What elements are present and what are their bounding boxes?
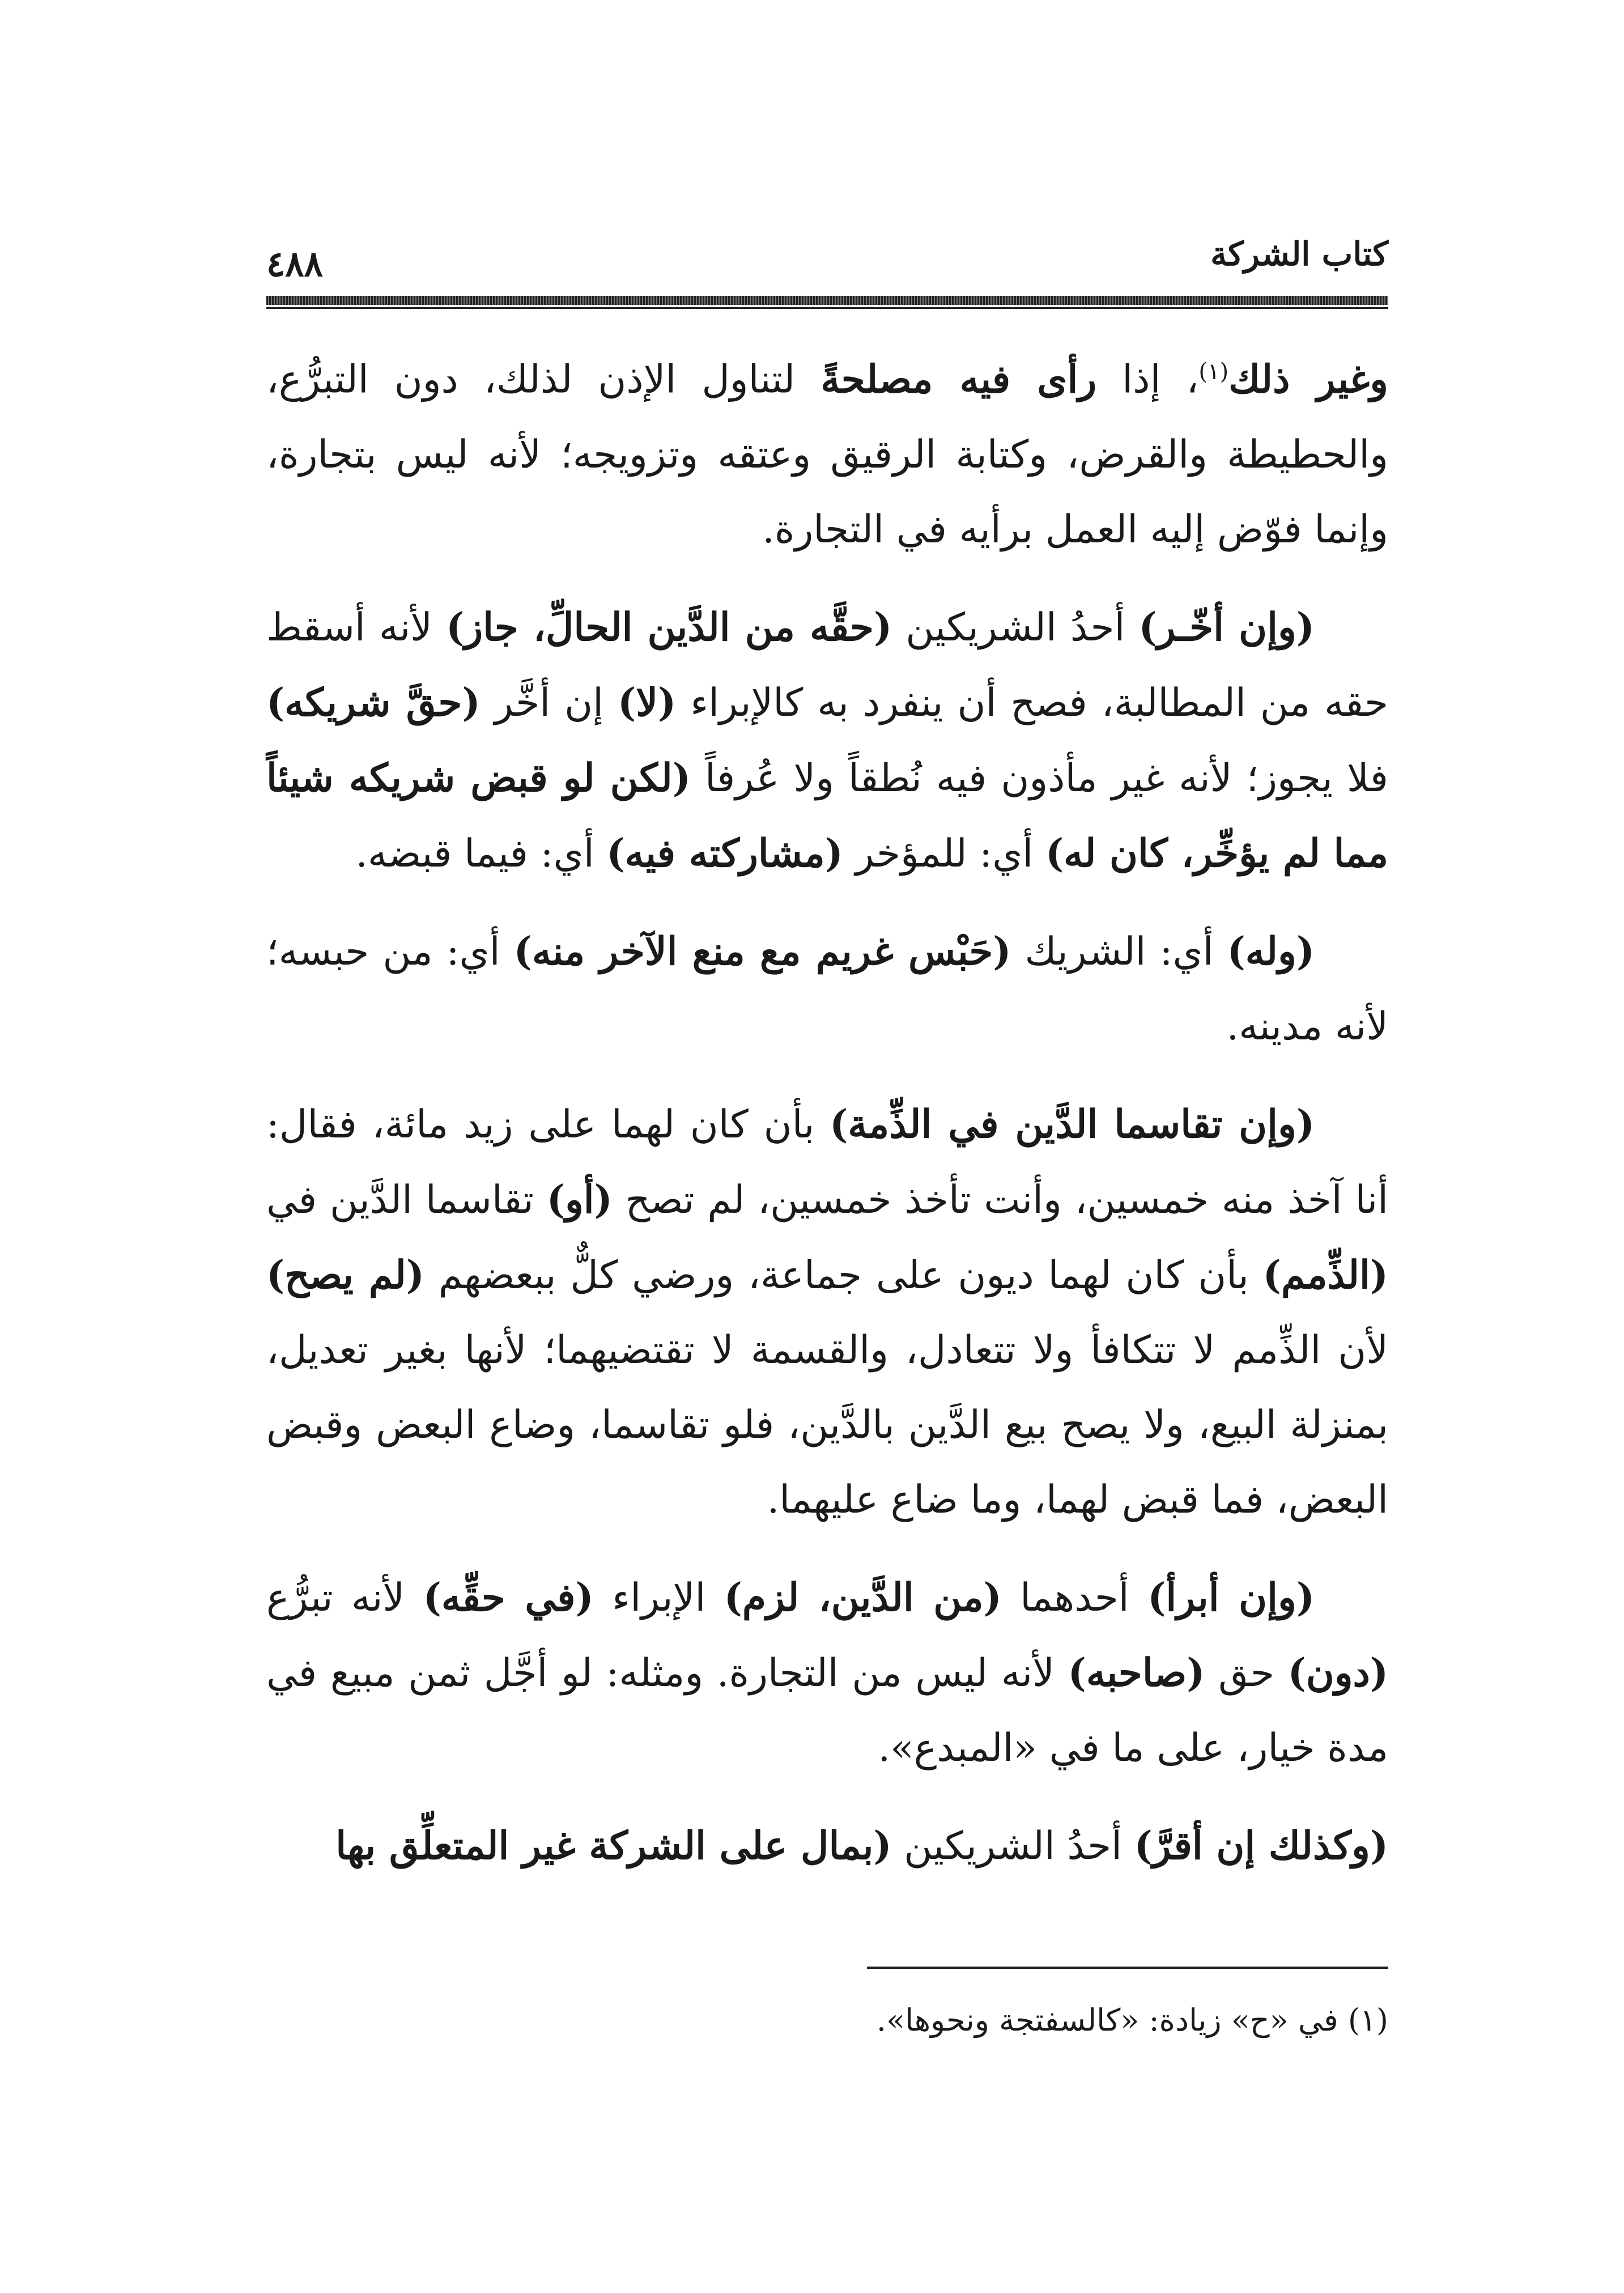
footnote: (١) في «ح» زيادة: «كالسفتجة ونحوها». bbox=[876, 2002, 1388, 2038]
text-run: حق bbox=[1205, 1650, 1288, 1696]
bold-text-run: (حَبْس غريم مع منع الآخر منه) bbox=[513, 928, 1011, 974]
text-run: فلا يجوز؛ لأنه غير مأذون فيه نُطقاً ولا عُرفاً bbox=[690, 755, 1388, 801]
text-run: أحدُ الشريكين bbox=[891, 1823, 1134, 1869]
main-text bbox=[266, 334, 1388, 1906]
text-run: بأن كان لهما على زيد مائة، فقال: أنا آخذ منه خمسين، وأنت تأخذ خمسين، لم تصح bbox=[266, 1102, 1389, 1222]
text-run: لأنه تبرُّع bbox=[266, 1575, 423, 1620]
text-run: تقاسما الدَّين في bbox=[266, 1177, 547, 1222]
bold-text-run: رأى فيه مصلحةً bbox=[820, 356, 1097, 402]
bold-text-run: (وكذلك إن أقرَّ) bbox=[1134, 1823, 1388, 1869]
paragraph bbox=[266, 1808, 1388, 1884]
bold-text-run: (صاحبه) bbox=[1068, 1650, 1205, 1696]
paragraph bbox=[266, 1560, 1388, 1786]
bold-text-run: وغير ذلك bbox=[1228, 356, 1389, 402]
bold-text-run: (دون) bbox=[1287, 1650, 1388, 1696]
text-run: أحدُ الشريكين bbox=[892, 605, 1139, 650]
bold-text-run: (لم يصح) bbox=[266, 1252, 424, 1298]
page-header bbox=[266, 232, 1388, 295]
bold-text-run: (وإن أخّـر) bbox=[1138, 604, 1315, 650]
text-run: لأنه ليس من التجارة. ومثله: لو أجَّل ثمن مبيع في مدة خيار، على ما في «المبدع». bbox=[266, 1650, 1388, 1770]
text-run: الإبراء bbox=[593, 1575, 724, 1620]
text-run: أي: الشريك bbox=[1011, 929, 1227, 974]
header-rule bbox=[266, 296, 1388, 305]
bold-text-run: (الذِّمم) bbox=[1262, 1252, 1388, 1298]
paragraph bbox=[266, 334, 1388, 567]
bold-text-run: (وله) bbox=[1227, 928, 1315, 974]
text-run: أي: من حبسه؛ لأنه مدينه. bbox=[266, 929, 1388, 1049]
paragraph bbox=[266, 590, 1388, 891]
bold-text-run: (حقَّ شريكه) bbox=[266, 680, 481, 725]
paragraph bbox=[266, 1087, 1388, 1538]
bold-text-run: (من الدَّين، لزم) bbox=[724, 1574, 1002, 1620]
text-run: لأن الذِّمم لا تتكافأ ولا تتعادل، والقسمة لا تقتضيهما؛ لأنها بغير تعديل، بمنزلة البيع، ولا يصح بيع الدَّين بالدَّين، فلو تقاسما، وضاع البعض وقبض البعض، فما قبض لهما، وما ضاع عليهما. bbox=[266, 1327, 1388, 1522]
bold-text-run: (أو) bbox=[546, 1177, 613, 1222]
bold-text-run: (بمال على الشركة غير المتعلِّق بها bbox=[335, 1823, 892, 1869]
bold-text-run: (لا) bbox=[618, 680, 677, 725]
bold-text-run: (لكن لو قبض شريكه شيئاً مما لم يؤخِّر، كان له) bbox=[266, 755, 1388, 876]
bold-text-run: (مشاركته فيه) bbox=[606, 830, 843, 876]
text-run: أحدهما bbox=[1001, 1575, 1148, 1620]
footnote-marker: (١) bbox=[1198, 359, 1229, 385]
bold-text-run: (وإن أبرأ) bbox=[1147, 1574, 1315, 1620]
running-head: كتاب الشركة bbox=[1210, 235, 1388, 273]
text-run: لتناول الإذن لذلك، دون التبرُّع، والحطيطة والقرض، وكتابة الرقيق وعتقه وتزويجه؛ لأنه ليس بتجارة، وإنما فوّض إليه العمل برأيه في التجارة. bbox=[266, 357, 1388, 552]
text-run: ، إذا bbox=[1096, 357, 1199, 402]
text-run: بأن كان لهما ديون على جماعة، ورضي كلٌّ ببعضهم bbox=[424, 1252, 1263, 1298]
text-run: لأنه أسقط حقه من المطالبة، فصح أن ينفرد به كالإبراء bbox=[266, 605, 1388, 725]
bold-text-run: (وإن تقاسما الدَّين في الذِّمة) bbox=[830, 1101, 1315, 1147]
bold-text-run: (في حقِّه) bbox=[423, 1574, 594, 1620]
text-run: إن أخَّر bbox=[480, 680, 618, 725]
paragraph bbox=[266, 914, 1388, 1064]
text-run: أي: فيما قبضه. bbox=[355, 831, 607, 876]
page-number: ٤٨٨ bbox=[266, 243, 323, 284]
text-run: أي: للمؤخر bbox=[843, 831, 1045, 876]
footnote-rule bbox=[867, 1967, 1388, 1969]
bold-text-run: (حقَّه من الدَّين الحالِّ، جاز) bbox=[446, 604, 892, 650]
